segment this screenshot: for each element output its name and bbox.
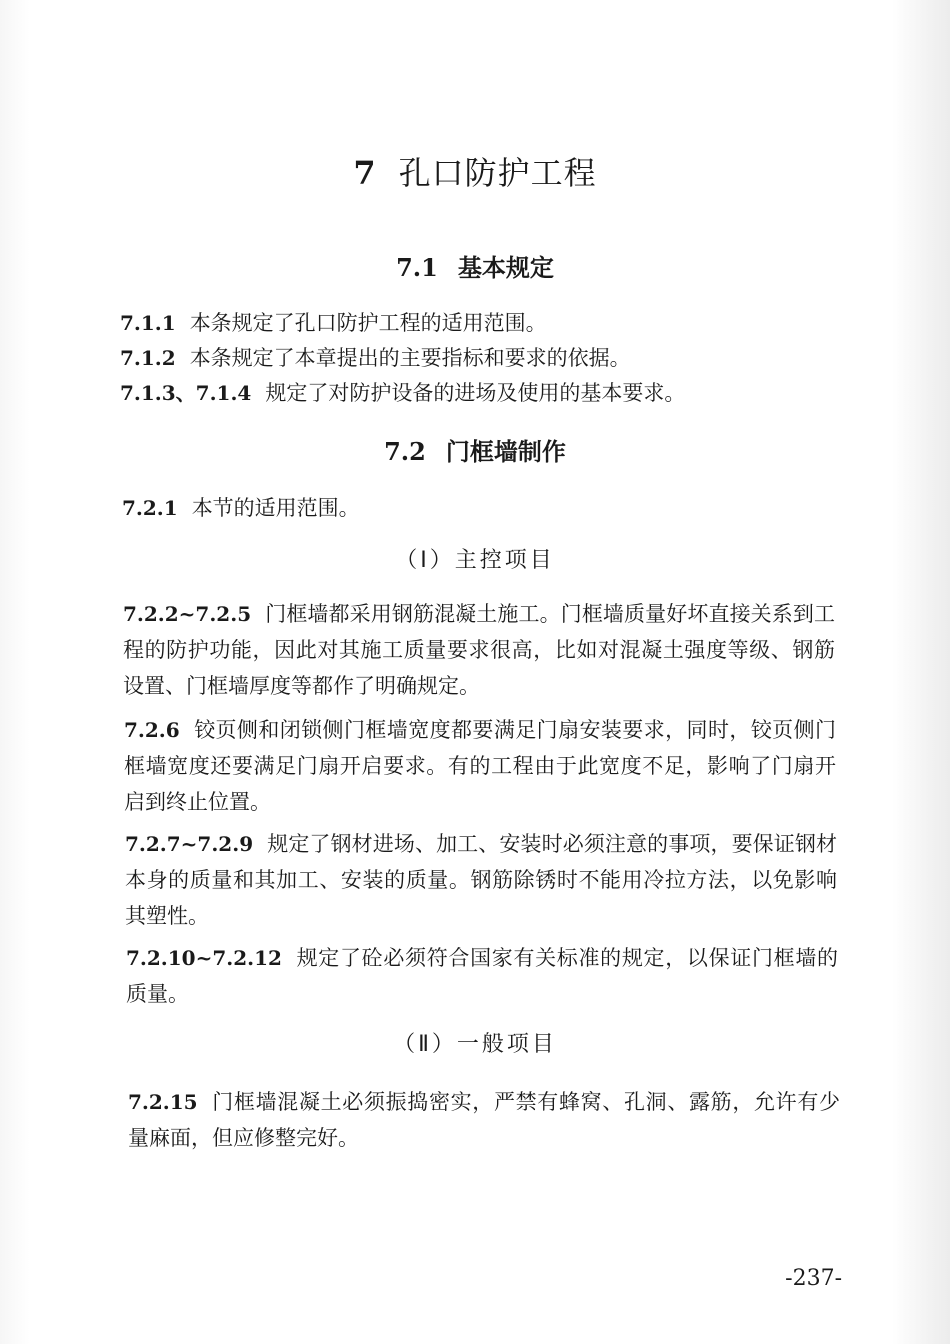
clause-7-1-3-4 [120,375,840,411]
clause-number: 7.1.1 [120,311,176,335]
subsection-title-main-control: （Ⅰ）主控项目 [395,548,555,573]
clause-7-2-1 [122,490,842,526]
clause-7-2-10-12 [126,940,838,1012]
clause-7-2-15 [128,1084,840,1156]
page-number: -237- [785,1266,842,1291]
clause-text: 本条规定了孔口防护工程的适用范围。 [189,311,547,335]
clause-number: 7.2.15 [128,1090,198,1114]
clause-7-2-2-5 [123,596,835,704]
clause-text: 铰页侧和闭锁侧门框墙宽度都要满足门扇安装要求，同时，铰页侧门框墙宽度还要满足门扇开启要求。有的工程由于此宽度不足，影响了门扇开启到终止位置。 [124,718,836,814]
clause-number: 7.2.7~7.2.9 [125,832,254,856]
clause-number: 7.2.2~7.2.5 [123,602,252,626]
clause-number: 7.2.10~7.2.12 [126,946,282,970]
clause-number: 7.2.1 [122,496,178,520]
clause-text: 门框墙混凝土必须振捣密实，严禁有蜂窝、孔洞、露筋，允许有少量麻面，但应修整完好。 [128,1090,840,1150]
clause-text: 本节的适用范围。 [191,496,360,520]
clause-text: 规定了对防护设备的进场及使用的基本要求。 [265,381,686,405]
section-title-7-2 [0,432,950,467]
clause-number: 7.1.3、7.1.4 [120,381,252,405]
clause-text: 本条规定了本章提出的主要指标和要求的依据。 [189,346,631,370]
clause-text: 规定了钢材进场、加工、安装时必须注意的事项，要保证钢材本身的质量和其加工、安装的质量。钢筋除锈时不能用冷拉方法，以免影响其塑性。 [125,832,837,928]
section-number: 7.1 [396,253,438,282]
clause-number: 7.2.6 [124,718,180,742]
section-title-text: 基本规定 [457,254,554,282]
clause-7-2-6 [124,712,836,820]
clause-text: 规定了砼必须符合国家有关标准的规定，以保证门框墙的质量。 [126,946,838,1006]
page-shadow-right [892,0,950,1344]
section-number: 7.2 [384,437,426,466]
clause-7-1-1 [120,305,840,341]
section-title-7-1 [0,248,950,283]
page-shadow-left [0,0,30,1344]
section-title-text: 门框墙制作 [445,438,566,466]
clause-7-2-7-9 [125,826,837,934]
clause-text: 门框墙都采用钢筋混凝土施工。门框墙质量好坏直接关系到工程的防护功能，因此对其施工质量要求很高，比如对混凝土强度等级、钢筋设置、门框墙厚度等都作了明确规定。 [123,602,835,698]
chapter-number: 7 [353,154,377,192]
chapter-title-text: 孔口防护工程 [398,154,597,192]
chapter-title [0,148,950,194]
clause-7-1-2 [120,340,840,376]
subsection-title-general: （Ⅱ）一般项目 [393,1032,557,1057]
clause-number: 7.1.2 [120,346,176,370]
